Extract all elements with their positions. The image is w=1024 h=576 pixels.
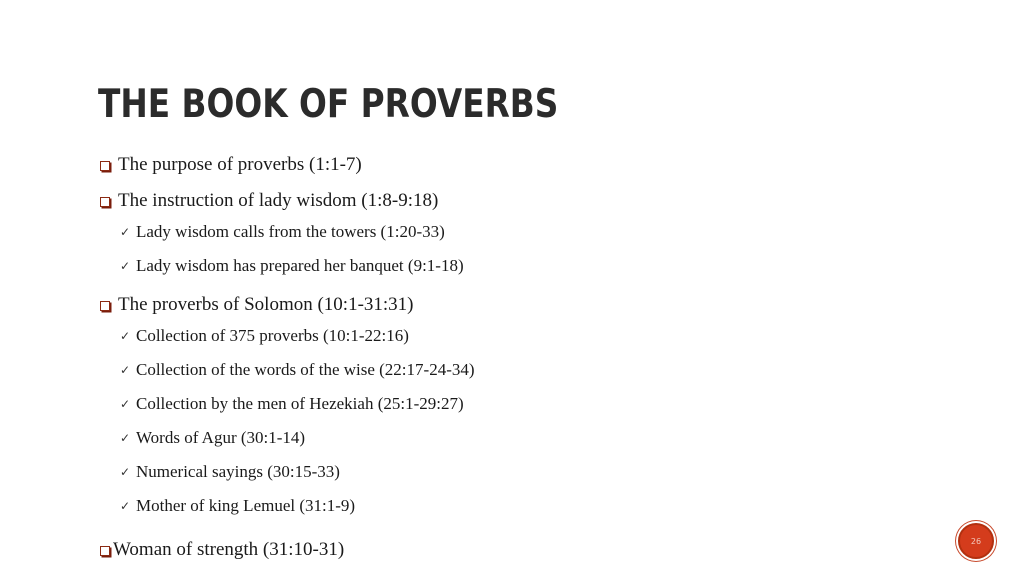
bullet-item xyxy=(100,154,362,176)
square-bullet-icon xyxy=(100,161,110,171)
sub-item xyxy=(120,222,445,242)
sub-item-label: Collection of 375 proverbs (10:1-22:16) xyxy=(136,326,409,345)
square-bullet-icon xyxy=(100,301,110,311)
square-bullet-icon xyxy=(100,197,110,207)
bullet-item xyxy=(100,294,414,316)
checkmark-icon: ✓ xyxy=(120,431,131,445)
sub-item-label: Lady wisdom calls from the towers (1:20-33) xyxy=(136,222,445,241)
bullet-item-label: Woman of strength (31:10-31) xyxy=(113,539,345,560)
checkmark-icon: ✓ xyxy=(120,259,131,273)
sub-item-label: Collection by the men of Hezekiah (25:1-29:27) xyxy=(136,394,464,413)
sub-item xyxy=(120,360,475,380)
sub-item xyxy=(120,496,355,516)
sub-item xyxy=(120,462,340,482)
checkmark-icon: ✓ xyxy=(120,465,131,479)
bullet-item-label: The instruction of lady wisdom (1:8-9:18) xyxy=(118,190,439,211)
checkmark-icon: ✓ xyxy=(120,397,131,411)
checkmark-icon: ✓ xyxy=(120,499,131,513)
bullet-item-label: The purpose of proverbs (1:1-7) xyxy=(118,154,362,175)
page-number-badge xyxy=(958,523,994,559)
sub-item-label: Numerical sayings (30:15-33) xyxy=(136,462,340,481)
sub-item xyxy=(120,428,305,448)
checkmark-icon: ✓ xyxy=(120,329,131,343)
bullet-item xyxy=(100,539,344,561)
sub-item xyxy=(120,256,464,276)
square-bullet-icon xyxy=(100,546,110,556)
bullet-item-label: The proverbs of Solomon (10:1-31:31) xyxy=(118,294,414,315)
checkmark-icon: ✓ xyxy=(120,225,131,239)
slide-title: THE BOOK OF PROVERBS xyxy=(98,82,559,127)
sub-item-label: Mother of king Lemuel (31:1-9) xyxy=(136,496,356,515)
bullet-item xyxy=(100,190,438,212)
page-number: 26 xyxy=(970,536,982,546)
sub-item-label: Collection of the words of the wise (22:17-24-34) xyxy=(136,360,475,379)
sub-item-label: Lady wisdom has prepared her banquet (9:1-18) xyxy=(136,256,464,275)
checkmark-icon: ✓ xyxy=(120,363,131,377)
sub-item-label: Words of Agur (30:1-14) xyxy=(136,428,306,447)
sub-item xyxy=(120,326,409,346)
sub-item xyxy=(120,394,464,414)
